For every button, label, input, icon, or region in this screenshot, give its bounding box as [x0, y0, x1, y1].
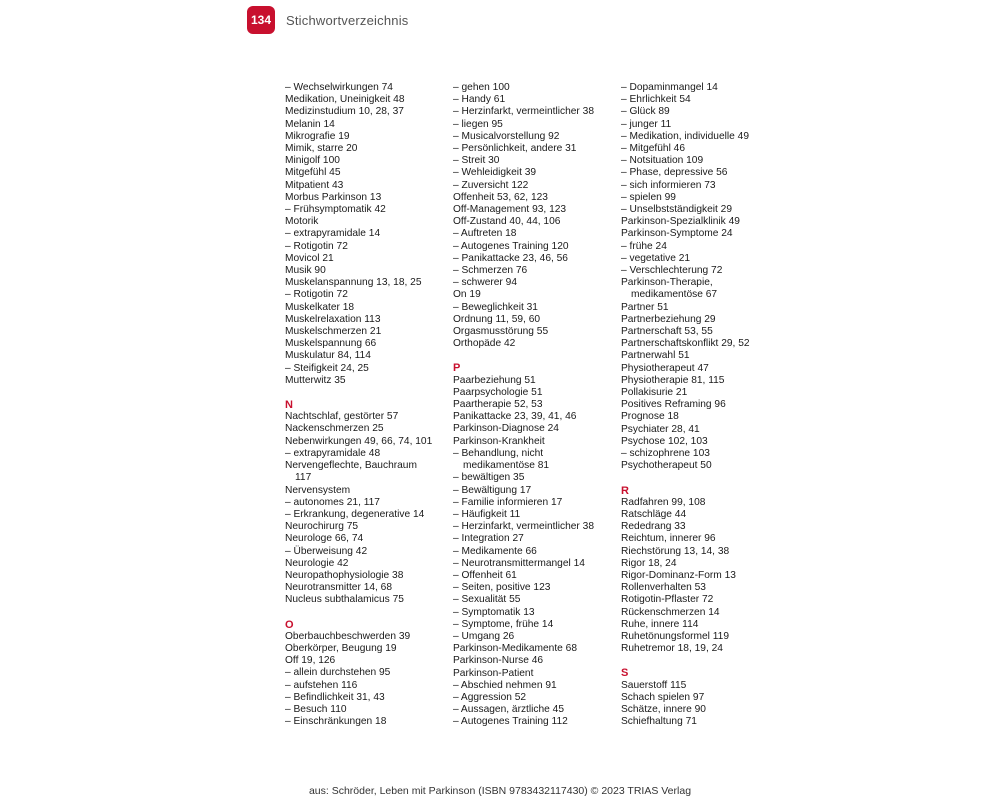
index-section-letter: P	[453, 362, 461, 375]
index-subentry: – Wehleidigkeit 39	[453, 167, 537, 179]
index-entry: Parkinson-Symptome 24	[621, 228, 733, 240]
index-column-1	[285, 82, 455, 728]
index-entry: Mimik, starre 20	[285, 143, 358, 155]
index-section-letter: O	[285, 618, 294, 631]
index-subentry: – liegen 95	[453, 118, 503, 130]
index-subentry: – Autogenes Training 112	[453, 716, 568, 728]
index-subentry: – Mitgefühl 46	[621, 143, 685, 155]
index-subentry: – Beweglichkeit 31	[453, 301, 538, 313]
index-entry: Parkinson-Therapie,	[621, 277, 713, 289]
index-entry: Ordnung 11, 59, 60	[453, 313, 541, 325]
index-subentry: – Häufigkeit 11	[453, 508, 521, 520]
index-subentry: – schizophrene 103	[621, 448, 710, 460]
index-entry: Neurochirurg 75	[285, 521, 359, 533]
index-subentry: – Herzinfarkt, vermeintlicher 38	[453, 521, 594, 533]
index-entry: Physiotherapie 81, 115	[621, 374, 725, 386]
index-entry: Pollakisurie 21	[621, 387, 688, 399]
index-entry: Positives Reframing 96	[621, 399, 726, 411]
index-subentry: – Aussagen, ärztliche 45	[453, 704, 565, 716]
index-entry: Partnerschaft 53, 55	[621, 326, 713, 338]
index-entry: Minigolf 100	[285, 155, 340, 167]
index-subentry: – Auftreten 18	[453, 228, 517, 240]
index-subentry: – Symptomatik 13	[453, 606, 535, 618]
index-subentry: – Ehrlichkeit 54	[621, 94, 691, 106]
index-entry: Rigor 18, 24	[621, 557, 677, 569]
index-entry: Off-Management 93, 123	[453, 204, 567, 216]
page-number-badge: 134	[247, 6, 275, 34]
index-entry: Rollenverhalten 53	[621, 582, 706, 594]
index-entry: Paarbeziehung 51	[453, 374, 536, 386]
index-subentry: – Umgang 26	[453, 630, 515, 642]
index-subentry: – Persönlichkeit, andere 31	[453, 143, 577, 155]
index-subentry: – Panikattacke 23, 46, 56	[453, 252, 568, 264]
index-section-letter: N	[285, 399, 293, 412]
index-entry: Prognose 18	[621, 411, 679, 423]
index-column-2	[453, 82, 623, 729]
index-subentry: – schwerer 94	[453, 277, 517, 289]
index-entry: Mikrografie 19	[285, 130, 350, 142]
index-subentry: – extrapyramidale 14	[285, 228, 381, 240]
index-entry: Schach spielen 97	[621, 691, 705, 703]
index-entry: Rotigotin-Pflaster 72	[621, 594, 714, 606]
index-entry: Orthopäde 42	[453, 338, 516, 350]
index-entry: Medikation, Uneinigkeit 48	[285, 94, 405, 106]
index-subentry: – autonomes 21, 117	[285, 496, 380, 508]
index-entry: Parkinson-Nurse 46	[453, 655, 544, 667]
index-entry: Psychiater 28, 41	[621, 423, 700, 435]
index-entry: Rededrang 33	[621, 521, 686, 533]
index-entry: Muskelkater 18	[285, 301, 355, 313]
index-subentry: – Schmerzen 76	[453, 265, 528, 277]
index-entry: Muskelrelaxation 113	[285, 313, 381, 325]
index-subentry: – Steifigkeit 24, 25	[285, 362, 369, 374]
index-entry: Panikattacke 23, 39, 41, 46	[453, 411, 577, 423]
index-entry: Oberbauchbeschwerden 39	[285, 630, 411, 642]
index-subentry: – Unselbstständigkeit 29	[621, 204, 732, 216]
index-entry: Muskelanspannung 13, 18, 25	[285, 277, 422, 289]
index-entry: Oberkörper, Beugung 19	[285, 642, 397, 654]
index-entry: Schätze, innere 90	[621, 703, 706, 715]
index-entry: Offenheit 53, 62, 123	[453, 191, 548, 203]
index-entry: Schiefhaltung 71	[621, 716, 697, 728]
index-entry: Musik 90	[285, 265, 326, 277]
index-subentry: – Zuversicht 122	[453, 179, 529, 191]
index-columns	[285, 82, 755, 742]
index-subentry: – Phase, depressive 56	[621, 167, 728, 179]
index-entry: Neurologe 66, 74	[285, 533, 364, 545]
index-entry: Paarpsychologie 51	[453, 386, 543, 398]
index-entry: Parkinson-Krankheit	[453, 435, 545, 447]
index-entry: Neurotransmitter 14, 68	[285, 582, 393, 594]
index-section-letter: R	[621, 484, 629, 497]
index-entry-continuation: medikamentöse 81	[463, 460, 550, 472]
index-entry: Partner 51	[621, 301, 669, 313]
index-entry: Partnerbeziehung 29	[621, 313, 716, 325]
index-subentry: – Bewältigung 17	[453, 484, 532, 496]
index-entry-continuation: medikamentöse 67	[631, 289, 718, 301]
index-subentry: – Notsituation 109	[621, 155, 704, 167]
index-subentry: – Medikamente 66	[453, 545, 537, 557]
index-entry: Nervengeflechte, Bauchraum	[285, 460, 417, 472]
index-entry: Neurologie 42	[285, 557, 349, 569]
index-subentry: – Aggression 52	[453, 691, 527, 703]
index-subentry: – Rotigotin 72	[285, 289, 348, 301]
index-section-letter: S	[621, 667, 629, 680]
index-entry: Neuropathophysiologie 38	[285, 569, 404, 581]
index-subentry: – Streit 30	[453, 155, 500, 167]
index-entry: Psychotherapeut 50	[621, 460, 712, 472]
index-entry: Parkinson-Medikamente 68	[453, 643, 578, 655]
index-subentry: – gehen 100	[453, 82, 510, 93]
index-entry: Mitpatient 43	[285, 179, 344, 191]
footer-citation: aus: Schröder, Leben mit Parkinson (ISBN 9783432117430) © 2023 TRIAS Verlag	[308, 785, 692, 797]
index-subentry: – Seiten, positive 123	[453, 582, 551, 594]
index-entry: Psychose 102, 103	[621, 435, 708, 447]
index-subentry: – Musicalvorstellung 92	[453, 130, 560, 142]
index-entry: Nachtschlaf, gestörter 57	[285, 411, 399, 423]
index-subentry: – Frühsymptomatik 42	[285, 204, 386, 216]
index-subentry: – Neurotransmittermangel 14	[453, 557, 585, 569]
index-entry: Paartherapie 52, 53	[453, 399, 543, 411]
index-entry: Muskelschmerzen 21	[285, 326, 382, 338]
index-subentry: – Integration 27	[453, 533, 524, 545]
index-entry: Movicol 21	[285, 252, 334, 264]
index-entry: Physiotherapeut 47	[621, 362, 709, 374]
index-subentry: – Befindlichkeit 31, 43	[285, 691, 385, 703]
index-entry: Motorik	[285, 216, 319, 228]
index-subentry: – Verschlechterung 72	[621, 265, 723, 277]
index-entry: Off-Zustand 40, 44, 106	[453, 216, 561, 228]
index-subentry: – Wechselwirkungen 74	[285, 82, 393, 93]
index-entry: Riechstörung 13, 14, 38	[621, 545, 730, 557]
index-subentry: – Sexualität 55	[453, 594, 521, 606]
index-entry: Muskelspannung 66	[285, 338, 377, 350]
index-entry: Nackenschmerzen 25	[285, 423, 384, 435]
index-entry: Muskulatur 84, 114	[285, 350, 371, 362]
index-subentry: – extrapyramidale 48	[285, 447, 381, 459]
index-entry: Rückenschmerzen 14	[621, 606, 720, 618]
index-entry: Melanin 14	[285, 118, 335, 130]
index-column-3	[621, 82, 791, 728]
index-entry: Ruhetremor 18, 19, 24	[621, 643, 723, 655]
index-entry: On 19	[453, 289, 481, 301]
index-subentry: – Medikation, individuelle 49	[621, 130, 749, 142]
index-entry: Ratschläge 44	[621, 508, 687, 520]
index-entry: Parkinson-Diagnose 24	[453, 423, 559, 435]
index-entry: Nebenwirkungen 49, 66, 74, 101	[285, 435, 433, 447]
index-entry: Orgasmusstörung 55	[453, 326, 549, 338]
index-subentry: – bewältigen 35	[453, 472, 525, 484]
index-subentry: – Offenheit 61	[453, 569, 517, 581]
index-entry-continuation: 117	[295, 472, 312, 484]
index-subentry: – Herzinfarkt, vermeintlicher 38	[453, 106, 594, 118]
index-entry: Partnerwahl 51	[621, 350, 690, 362]
index-entry: Morbus Parkinson 13	[285, 191, 382, 203]
index-entry: Parkinson-Spezialklinik 49	[621, 216, 740, 228]
index-subentry: – Erkrankung, degenerative 14	[285, 508, 425, 520]
index-entry: Partnerschaftskonflikt 29, 52	[621, 338, 750, 350]
running-title: Stichwortverzeichnis	[286, 13, 409, 28]
index-subentry: – junger 11	[621, 118, 672, 130]
index-entry: Rigor-Dominanz-Form 13	[621, 569, 736, 581]
index-subentry: – Besuch 110	[285, 703, 347, 715]
index-subentry: – Abschied nehmen 91	[453, 679, 557, 691]
index-entry: Nervensystem	[285, 484, 351, 496]
index-subentry: – Autogenes Training 120	[453, 240, 569, 252]
index-subentry: – sich informieren 73	[621, 179, 716, 191]
index-entry: Mitgefühl 45	[285, 167, 341, 179]
index-entry: Radfahren 99, 108	[621, 496, 706, 508]
index-entry: Nucleus subthalamicus 75	[285, 594, 404, 606]
index-subentry: – Familie informieren 17	[453, 496, 563, 508]
index-entry: Parkinson-Patient	[453, 667, 534, 679]
index-subentry: – Behandlung, nicht	[453, 447, 544, 459]
index-entry: Mutterwitz 35	[285, 374, 346, 386]
index-subentry: – Rotigotin 72	[285, 240, 348, 252]
index-subentry: – Symptome, frühe 14	[453, 618, 554, 630]
index-subentry: – Einschränkungen 18	[285, 716, 387, 728]
index-entry: Reichtum, innerer 96	[621, 533, 716, 545]
index-entry: Ruhetönungsformel 119	[621, 630, 729, 642]
index-entry: Sauerstoff 115	[621, 679, 687, 691]
index-subentry: – Handy 61	[453, 94, 506, 106]
index-entry: Medizinstudium 10, 28, 37	[285, 106, 404, 118]
index-subentry: – vegetative 21	[621, 252, 691, 264]
index-subentry: – Dopaminmangel 14	[621, 82, 718, 93]
index-subentry: – Glück 89	[621, 106, 670, 118]
index-subentry: – Überweisung 42	[285, 545, 368, 557]
index-entry: Off 19, 126	[285, 655, 336, 667]
index-subentry: – allein durchstehen 95	[285, 667, 391, 679]
index-entry: Ruhe, innere 114	[621, 618, 699, 630]
index-subentry: – frühe 24	[621, 240, 667, 252]
index-subentry: – aufstehen 116	[285, 679, 358, 691]
index-subentry: – spielen 99	[621, 191, 676, 203]
